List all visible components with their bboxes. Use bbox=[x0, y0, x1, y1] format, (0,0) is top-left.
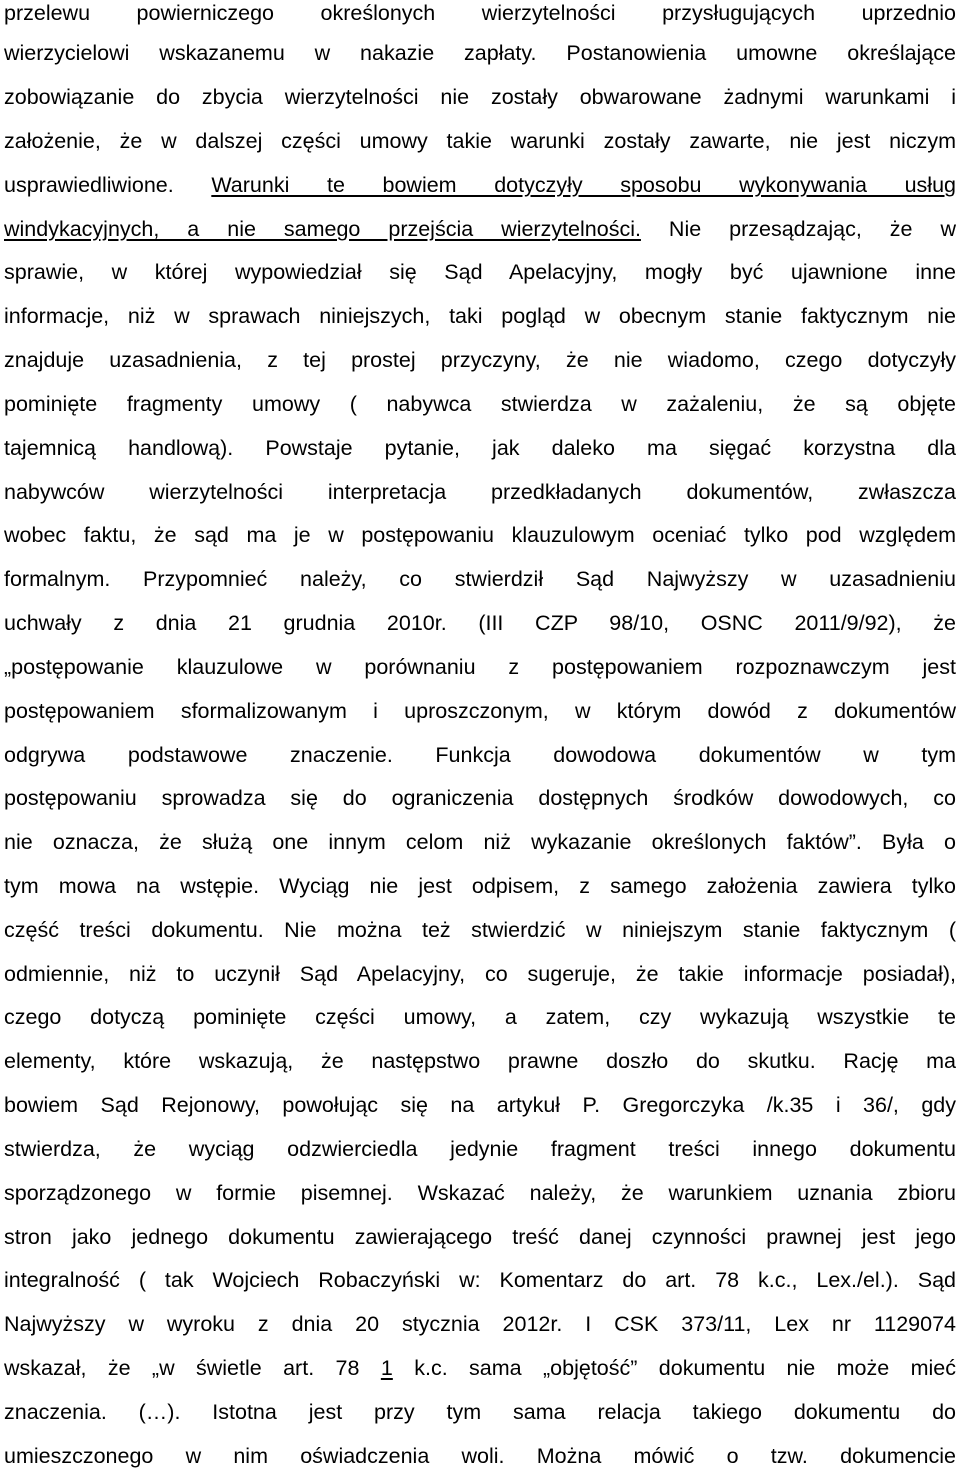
text-segment: bowiem Sąd Rejonowy, powołując się na artykuł P. Gregorczyka /k.35 i 36/, gdy bbox=[4, 1093, 956, 1117]
text-line bbox=[4, 303, 956, 329]
text-line bbox=[4, 1443, 956, 1469]
text-segment: zobowiązanie do zbycia wierzytelności nie zostały obwarowane żadnymi warunkami i bbox=[4, 85, 956, 109]
text-line bbox=[4, 435, 956, 461]
text-segment: informacje, niż w sprawach niniejszych, taki pogląd w obecnym stanie faktycznym nie bbox=[4, 304, 956, 328]
text-segment: stwierdza, że wyciąg odzwierciedla jedynie fragment treści innego dokumentu bbox=[4, 1137, 956, 1161]
text-line bbox=[4, 1267, 956, 1293]
text-segment: sporządzonego w formie pisemnej. Wskazać należy, że warunkiem uznania zbioru bbox=[4, 1181, 956, 1205]
text-line bbox=[4, 259, 956, 285]
text-segment: elementy, które wskazują, że następstwo prawne doszło do skutku. Rację ma bbox=[4, 1049, 956, 1073]
text-line bbox=[4, 1224, 956, 1250]
text-line bbox=[4, 742, 956, 768]
text-segment: założenie, że w dalszej części umowy takie warunki zostały zawarte, nie jest niczym bbox=[4, 129, 956, 153]
text-segment: formalnym. Przypomnieć należy, co stwierdził Sąd Najwyższy w uzasadnieniu bbox=[4, 567, 956, 591]
text-segment: tym mowa na wstępie. Wyciąg nie jest odpisem, z samego założenia zawiera tylko bbox=[4, 874, 956, 898]
text-segment: integralność ( tak Wojciech Robaczyński w: Komentarz do art. 78 k.c., Lex./el.). Sąd bbox=[4, 1268, 956, 1292]
text-segment: wierzycielowi wskazanemu w nakazie zapłaty. Postanowienia umowne określające bbox=[4, 41, 956, 65]
text-line bbox=[4, 1092, 956, 1118]
text-line bbox=[4, 1004, 956, 1030]
text-segment: część treści dokumentu. Nie można też stwierdzić w niniejszym stanie faktycznym ( bbox=[4, 918, 956, 942]
text-line bbox=[4, 522, 956, 548]
text-line bbox=[4, 391, 956, 417]
text-line bbox=[4, 1399, 956, 1425]
text-line bbox=[4, 698, 956, 724]
underlined-text-segment: Warunki te bowiem dotyczyły sposobu wykonywania usług bbox=[211, 173, 956, 197]
text-segment: czego dotyczą pominięte części umowy, a zatem, czy wykazują wszystkie te bbox=[4, 1005, 956, 1029]
underlined-text-segment: windykacyjnych, a nie samego przejścia wierzytelności. bbox=[4, 217, 641, 241]
text-line bbox=[4, 216, 956, 242]
text-segment: postępowaniem sformalizowanym i uproszczonym, w którym dowód z dokumentów bbox=[4, 699, 956, 723]
text-line bbox=[4, 128, 956, 154]
text-segment: „postępowanie klauzulowe w porównaniu z postępowaniem rozpoznawczym jest bbox=[4, 655, 956, 679]
text-segment: postępowaniu sprowadza się do ograniczenia dostępnych środków dowodowych, co bbox=[4, 786, 956, 810]
text-segment: pominięte fragmenty umowy ( nabywca stwierdza w zażaleniu, że są objęte bbox=[4, 392, 956, 416]
text-line bbox=[4, 1136, 956, 1162]
text-line bbox=[4, 479, 956, 505]
text-segment: Nie przesądzając, że w bbox=[640, 217, 956, 241]
text-segment: k.c. sama „objętość” dokumentu nie może mieć bbox=[392, 1356, 956, 1380]
text-segment: sprawie, w której wypowiedział się Sąd Apelacyjny, mogły być ujawnione inne bbox=[4, 260, 956, 284]
text-line bbox=[4, 1355, 956, 1381]
text-segment: Najwyższy w wyroku z dnia 20 stycznia 2012r. I CSK 373/11, Lex nr 1129074 bbox=[4, 1312, 956, 1336]
text-segment: przelewu powierniczego określonych wierzytelności przysługujących uprzednio bbox=[4, 1, 956, 25]
text-segment: wobec faktu, że sąd ma je w postępowaniu klauzulowym oceniać tylko pod względem bbox=[4, 523, 956, 547]
text-line bbox=[4, 961, 956, 987]
underlined-text-segment: 1 bbox=[380, 1356, 393, 1380]
text-segment: stron jako jednego dokumentu zawierającego treść danej czynności prawnej jest jego bbox=[4, 1225, 956, 1249]
text-line bbox=[4, 1311, 956, 1337]
text-line bbox=[4, 785, 956, 811]
text-line bbox=[4, 610, 956, 636]
text-segment: umieszczonego w nim oświadczenia woli. Można mówić o tzw. dokumencie bbox=[4, 1444, 956, 1468]
text-line bbox=[4, 0, 956, 26]
text-segment: nabywców wierzytelności interpretacja przedkładanych dokumentów, zwłaszcza bbox=[4, 480, 956, 504]
text-line bbox=[4, 873, 956, 899]
text-line bbox=[4, 566, 956, 592]
text-line bbox=[4, 347, 956, 373]
text-line bbox=[4, 84, 956, 110]
text-segment: usprawiedliwione. bbox=[4, 173, 212, 197]
text-segment: odmiennie, niż to uczynił Sąd Apelacyjny, co sugeruje, że takie informacje posiadał), bbox=[4, 962, 956, 986]
text-segment: nie oznacza, że służą one innym celom niż wykazanie określonych faktów”. Była o bbox=[4, 830, 956, 854]
text-segment: odgrywa podstawowe znaczenie. Funkcja dowodowa dokumentów w tym bbox=[4, 743, 956, 767]
text-line bbox=[4, 1180, 956, 1206]
text-line bbox=[4, 1048, 956, 1074]
text-segment: znaczenia. (…). Istotna jest przy tym sama relacja takiego dokumentu do bbox=[4, 1400, 956, 1424]
text-segment: znajduje uzasadnienia, z tej prostej przyczyny, że nie wiadomo, czego dotyczyły bbox=[4, 348, 956, 372]
text-line bbox=[4, 654, 956, 680]
text-segment: wskazał, że „w świetle art. 78 bbox=[4, 1356, 381, 1380]
text-line bbox=[4, 917, 956, 943]
text-line bbox=[4, 40, 956, 66]
text-segment: tajemnicą handlową). Powstaje pytanie, jak daleko ma sięgać korzystna dla bbox=[4, 436, 956, 460]
text-line bbox=[4, 172, 956, 198]
text-line bbox=[4, 829, 956, 855]
text-segment: uchwały z dnia 21 grudnia 2010r. (III CZP 98/10, OSNC 2011/9/92), że bbox=[4, 611, 956, 635]
